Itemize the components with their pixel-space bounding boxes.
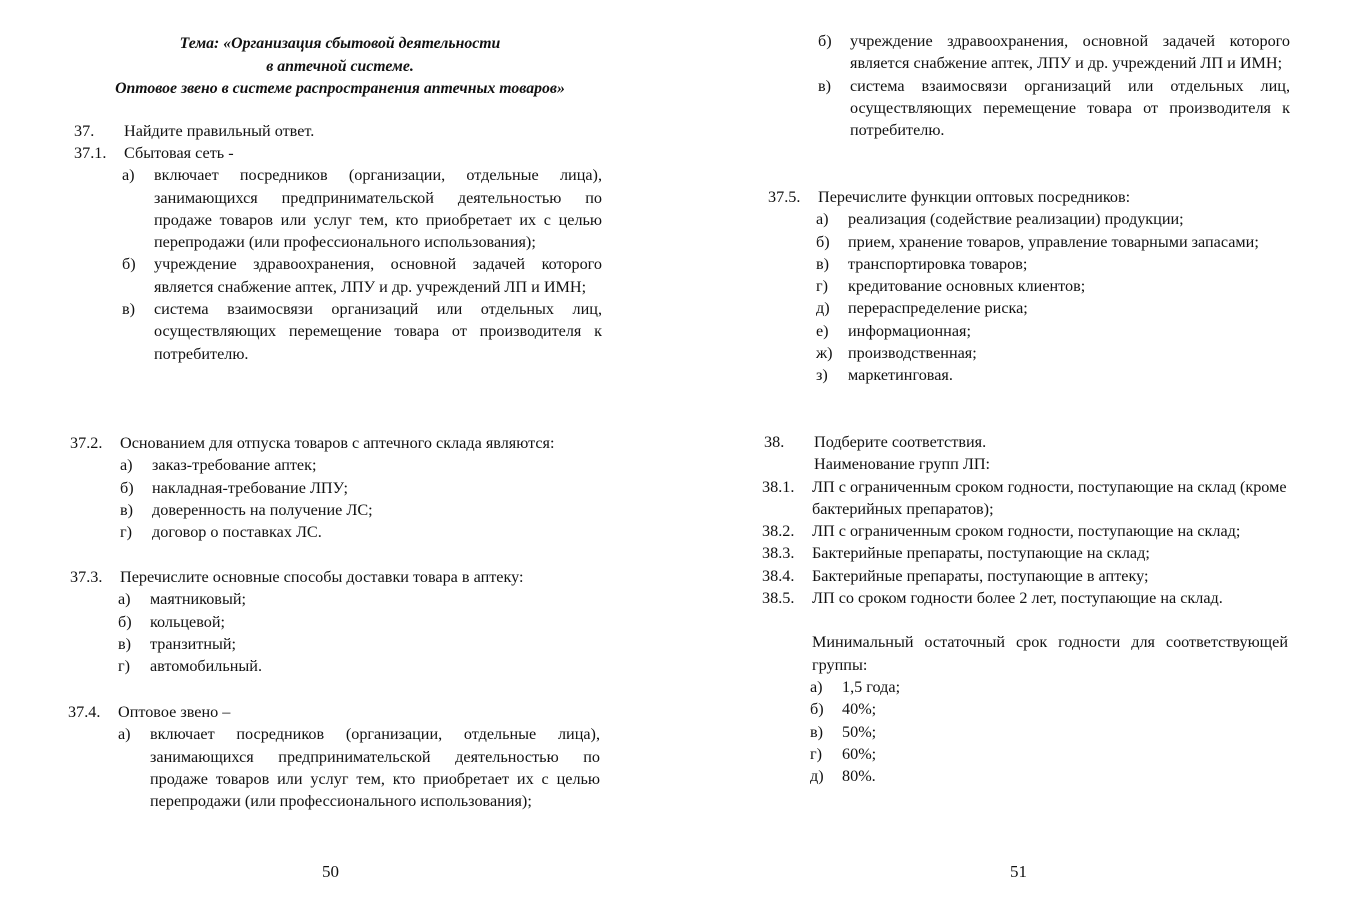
question-38 bbox=[742, 431, 1302, 787]
question-text: Перечислите основные способы доставки товара в аптеку: bbox=[120, 568, 524, 586]
left-page bbox=[62, 0, 622, 915]
answer-a: а) 1,5 года; bbox=[810, 677, 901, 696]
group-item-38-4: 38.4. Бактерийные препараты, поступающие в аптеку; bbox=[762, 566, 1149, 585]
question-37 bbox=[62, 120, 622, 142]
question-number: 37.4. bbox=[68, 703, 101, 721]
option-c: в) система взаимосвязи организаций или отдельных лиц, осуществляющих перемещение товара от производителя к потребителю. bbox=[122, 300, 602, 363]
option-a: а) включает посредников (организации, отдельные лица), занимающихся предпринимательской деятельностью по продаже товаров или услуг тем, кто приобретает их с целью перепродажи (или профессионального использования); bbox=[122, 166, 602, 252]
answer-d: г) 60%; bbox=[810, 744, 877, 763]
question-37-4 bbox=[62, 701, 622, 812]
option-c: в) доверенность на получение ЛС; bbox=[120, 500, 373, 519]
option-b: б) накладная-требование ЛПУ; bbox=[120, 478, 348, 497]
group-item-38-2: 38.2. ЛП с ограниченным сроком годности, поступающие на склад; bbox=[762, 522, 1241, 541]
answers-title: Минимальный остаточный срок годности для соответствующей группы: bbox=[812, 633, 1288, 674]
option-f: е) информационная; bbox=[816, 321, 971, 340]
option-e: д) перераспределение риска; bbox=[816, 299, 1028, 318]
option-b: б) прием, хранение товаров, управление товарными запасами; bbox=[816, 232, 1259, 251]
question-37-3 bbox=[62, 566, 622, 677]
group-item-38-5: 38.5. ЛП со сроком годности более 2 лет, поступающие на склад. bbox=[762, 589, 1223, 608]
option-c: в) система взаимосвязи организаций или отдельных лиц, осуществляющих перемещение товара от производителя к потребителю. bbox=[818, 76, 1290, 140]
right-page bbox=[742, 0, 1302, 915]
question-text: Найдите правильный ответ. bbox=[124, 122, 315, 140]
page-title bbox=[62, 33, 618, 101]
question-text: Оптовое звено – bbox=[118, 703, 231, 721]
question-37-2 bbox=[62, 432, 622, 543]
question-number: 37.2. bbox=[70, 434, 103, 452]
groups-subtitle: Наименование групп ЛП: bbox=[814, 455, 991, 474]
option-b: б) учреждение здравоохранения, основной задачей которого является снабжение аптек, ЛПУ и др. учреждений ЛП и ИМН; bbox=[818, 32, 1290, 73]
option-d: г) договор о поставках ЛС. bbox=[120, 523, 322, 542]
question-text: Перечислите функции оптовых посредников: bbox=[818, 188, 1131, 206]
option-b: б) учреждение здравоохранения, основной задачей которого является снабжение аптек, ЛПУ и др. учреждений ЛП и ИМН; bbox=[122, 255, 602, 296]
option-g: ж) производственная; bbox=[816, 344, 977, 363]
title-line-1: Тема: «Организация сбытовой деятельности bbox=[179, 35, 501, 52]
group-item-38-3: 38.3. Бактерийные препараты, поступающие на склад; bbox=[762, 544, 1150, 563]
option-a: а) заказ-требование аптек; bbox=[120, 456, 317, 475]
title-line-2: в аптечной системе. bbox=[266, 57, 414, 75]
question-number: 37.5. bbox=[768, 188, 801, 206]
question-text: Сбытовая сеть - bbox=[124, 144, 234, 162]
answer-e: д) 80%. bbox=[810, 767, 876, 786]
answer-c: в) 50%; bbox=[810, 722, 877, 741]
question-number: 37.1. bbox=[74, 144, 107, 162]
option-a: а) реализация (содействие реализации) продукции; bbox=[816, 210, 1184, 229]
page-number: 51 bbox=[1010, 862, 1027, 881]
option-a: а) маятниковый; bbox=[118, 590, 246, 609]
question-number: 37. bbox=[74, 122, 95, 140]
page-number: 50 bbox=[322, 862, 339, 881]
title-line-3: Оптовое звено в системе распространения аптечных товаров» bbox=[115, 80, 565, 97]
option-b: б) кольцевой; bbox=[118, 612, 226, 631]
answer-b: б) 40%; bbox=[810, 700, 877, 719]
option-d: г) кредитование основных клиентов; bbox=[816, 277, 1086, 296]
question-37-1 bbox=[62, 142, 622, 365]
question-37-5 bbox=[742, 186, 1302, 387]
question-37-4-continued bbox=[742, 30, 1290, 141]
question-number: 37.3. bbox=[70, 568, 103, 586]
option-c: в) транзитный; bbox=[118, 634, 237, 653]
question-text: Основанием для отпуска товаров с аптечного склада являются: bbox=[120, 434, 555, 452]
option-h: з) маркетинговая. bbox=[816, 366, 953, 385]
group-item-38-1: 38.1. ЛП с ограниченным сроком годности, поступающие на склад (кроме бактерийных препаратов); bbox=[762, 477, 1287, 518]
option-d: г) автомобильный. bbox=[118, 657, 263, 676]
option-c: в) транспортировка товаров; bbox=[816, 254, 1028, 273]
option-a: а) включает посредников (организации, отдельные лица), занимающихся предпринимательской деятельностью по продаже товаров или услуг тем, кто приобретает их с целью перепродажи (или профессионального использования); bbox=[118, 725, 600, 811]
question-number: 38. bbox=[764, 433, 785, 451]
question-text: Подберите соответствия. bbox=[814, 433, 987, 451]
